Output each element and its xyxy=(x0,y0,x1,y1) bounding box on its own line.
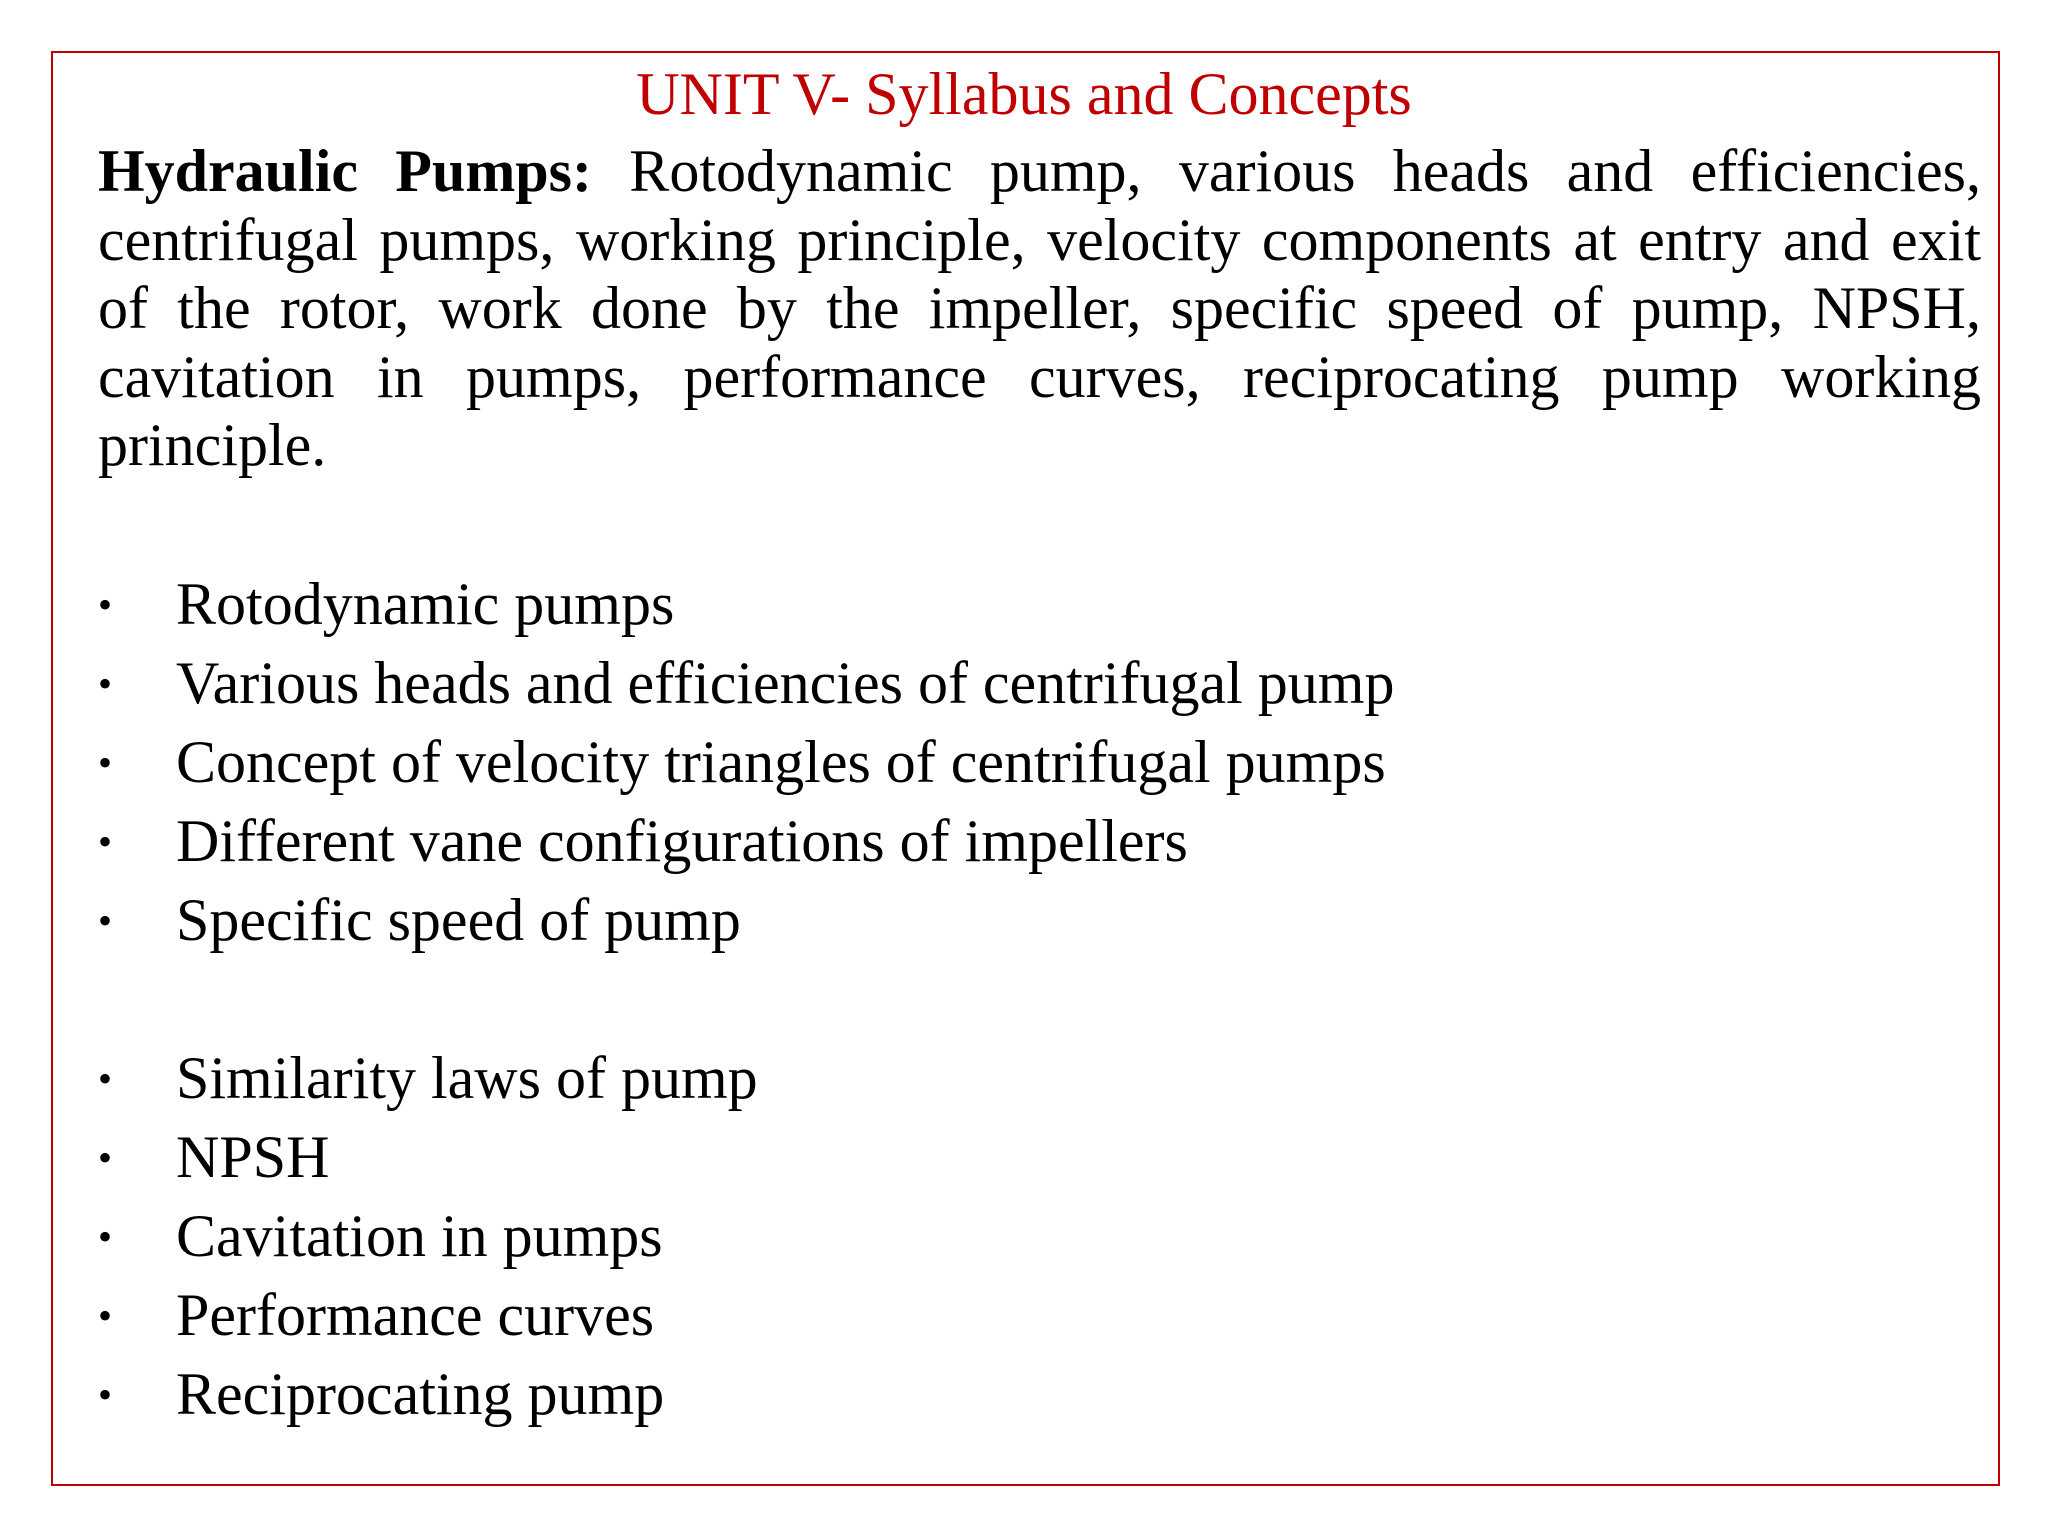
bullet-icon: • xyxy=(98,898,113,943)
list-item xyxy=(98,644,1798,723)
list-item-text: NPSH xyxy=(176,1124,330,1190)
list-item xyxy=(98,1118,1798,1197)
slide-title: UNIT V- Syllabus and Concepts xyxy=(636,61,1412,127)
list-item-text: Specific speed of pump xyxy=(176,887,741,953)
list-item-text: Cavitation in pumps xyxy=(176,1203,663,1269)
list-item xyxy=(98,1197,1798,1276)
syllabus-lead: Hydraulic Pumps: xyxy=(98,138,593,204)
bullet-icon: • xyxy=(98,1135,113,1180)
syllabus-paragraph xyxy=(98,137,1981,480)
list-item-text: Various heads and efficiencies of centrifugal pump xyxy=(176,650,1395,716)
bullet-icon: • xyxy=(98,582,113,627)
bullet-icon: • xyxy=(98,1372,113,1417)
bullet-icon: • xyxy=(98,740,113,785)
list-item xyxy=(98,802,1798,881)
bullet-icon: • xyxy=(98,661,113,706)
bullet-icon: • xyxy=(98,819,113,864)
list-item-text: Performance curves xyxy=(176,1282,655,1348)
list-item-text: Concept of velocity triangles of centrifugal pumps xyxy=(176,729,1386,795)
bullet-icon: • xyxy=(98,1214,113,1259)
syllabus-text: Rotodynamic pump, various heads and efficiencies, centrifugal pumps, working principle, velocity components at entry and exit of the rotor, work done by the impeller, specific speed of pump, NPSH, cavitation in pumps, performance curves, reciprocating pump working principle. xyxy=(98,138,1981,478)
bullet-icon: • xyxy=(98,1056,113,1101)
list-item xyxy=(98,1355,1798,1434)
list-item xyxy=(98,1276,1798,1355)
list-item xyxy=(98,1039,1798,1118)
list-item xyxy=(98,881,1798,960)
list-item xyxy=(98,565,1798,644)
list-item-text: Reciprocating pump xyxy=(176,1361,665,1427)
list-item-text: Similarity laws of pump xyxy=(176,1045,758,1111)
concept-list-1 xyxy=(98,565,1798,960)
list-item xyxy=(98,723,1798,802)
list-item-text: Different vane configurations of impellers xyxy=(176,808,1188,874)
concept-list-2 xyxy=(98,1039,1798,1434)
bullet-icon: • xyxy=(98,1293,113,1338)
list-item-text: Rotodynamic pumps xyxy=(176,571,675,637)
